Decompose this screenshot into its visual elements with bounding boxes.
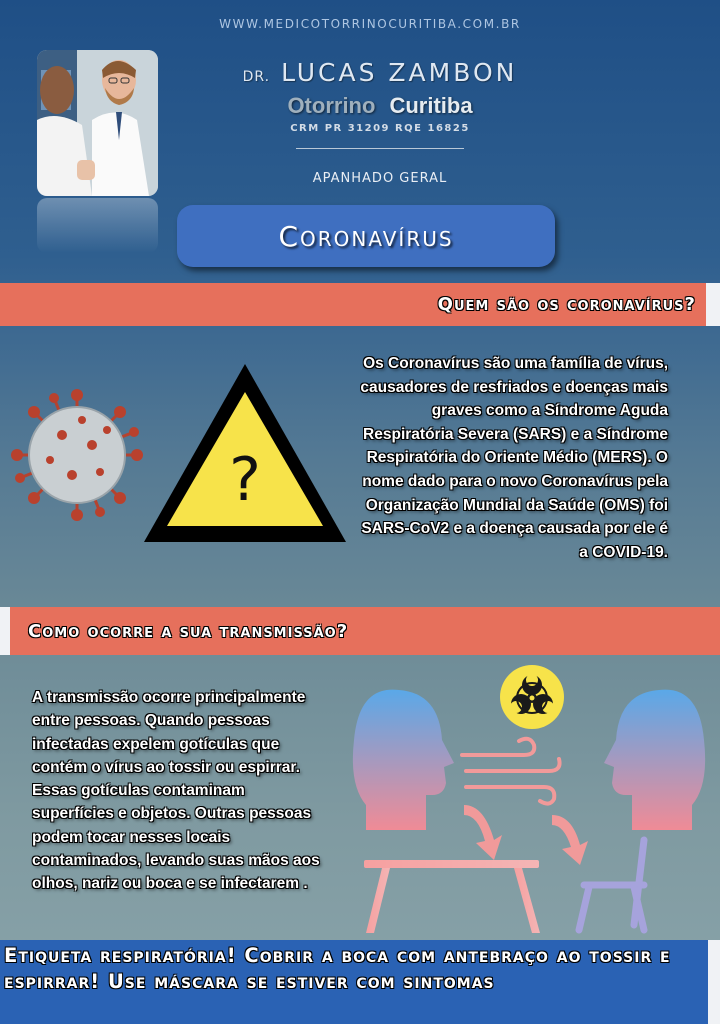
head-right-icon <box>604 690 705 830</box>
biohazard-icon <box>500 665 564 729</box>
footer-message: Etiqueta respiratória! Cobrir a boca com antebraço ao tossir e espirrar! Use máscara se estiver com sintomas <box>4 944 671 993</box>
transmission-illustration <box>344 655 714 940</box>
section1-body: Os Coronavírus são uma família de vírus, causadores de resfriados e doenças mais graves como a Síndrome Aguda Respiratória Severa (SARS) e a Síndrome Respiratória do Oriente Médio (MERS). O nome dado para o novo Coronavírus pela Organização Mundial da Saúde (OMS) foi SARS-CoV2 e a doença causada por ele é a COVID-19. <box>360 355 668 561</box>
head-left-icon <box>353 690 454 830</box>
photo-reflection <box>37 198 158 253</box>
doctor-name-prefix: DR. <box>242 69 271 85</box>
coronavirus-icon <box>12 390 142 520</box>
section1-bar-edge <box>706 283 720 326</box>
section1-heading-bar <box>0 283 706 326</box>
header-divider <box>296 148 464 149</box>
section2-heading: Como ocorre a sua transmissão? <box>28 620 349 642</box>
table-icon <box>364 860 540 933</box>
doctor-header <box>200 58 560 149</box>
wind-icon <box>462 739 560 804</box>
specialty-part2: Curitiba <box>389 93 473 118</box>
website-url[interactable]: WWW.MEDICOTORRINOCURITIBA.COM.BR <box>219 17 521 31</box>
subtitle: APANHADO GERAL <box>312 171 448 186</box>
arrow-down-icon <box>552 815 588 865</box>
section2-bar-edge <box>0 607 10 655</box>
warning-triangle-icon <box>140 360 350 545</box>
section2-heading-bar <box>10 607 720 655</box>
title-banner <box>177 205 555 267</box>
footer-bar-edge <box>708 940 720 1024</box>
section1-heading: Quem são os coronavírus? <box>437 294 696 315</box>
arrow-down-icon <box>464 805 502 860</box>
doctor-photo <box>37 50 158 196</box>
specialty-part1: Otorrino <box>287 93 376 118</box>
warning-question-mark: ? <box>229 445 261 515</box>
registration-number: CRM PR 31209 RQE 16825 <box>290 123 470 134</box>
footer-banner <box>0 940 708 1024</box>
specialty <box>200 93 560 119</box>
doctor-name <box>200 58 560 87</box>
page-title: Coronavírus <box>278 219 454 253</box>
doctor-name-text: LUCAS ZAMBON <box>281 58 518 87</box>
chair-icon <box>579 840 644 930</box>
section2-body: A transmissão ocorre principalmente entre pessoas. Quando pessoas infectadas expelem gotículas que contém o vírus ao tossir ou espirrar. Essas gotículas contaminam superfícies e objetos. Outras pessoas podem tocar nesses locais contaminados, levando suas mãos aos olhos, nariz ou boca e se infectarem . <box>32 689 320 893</box>
